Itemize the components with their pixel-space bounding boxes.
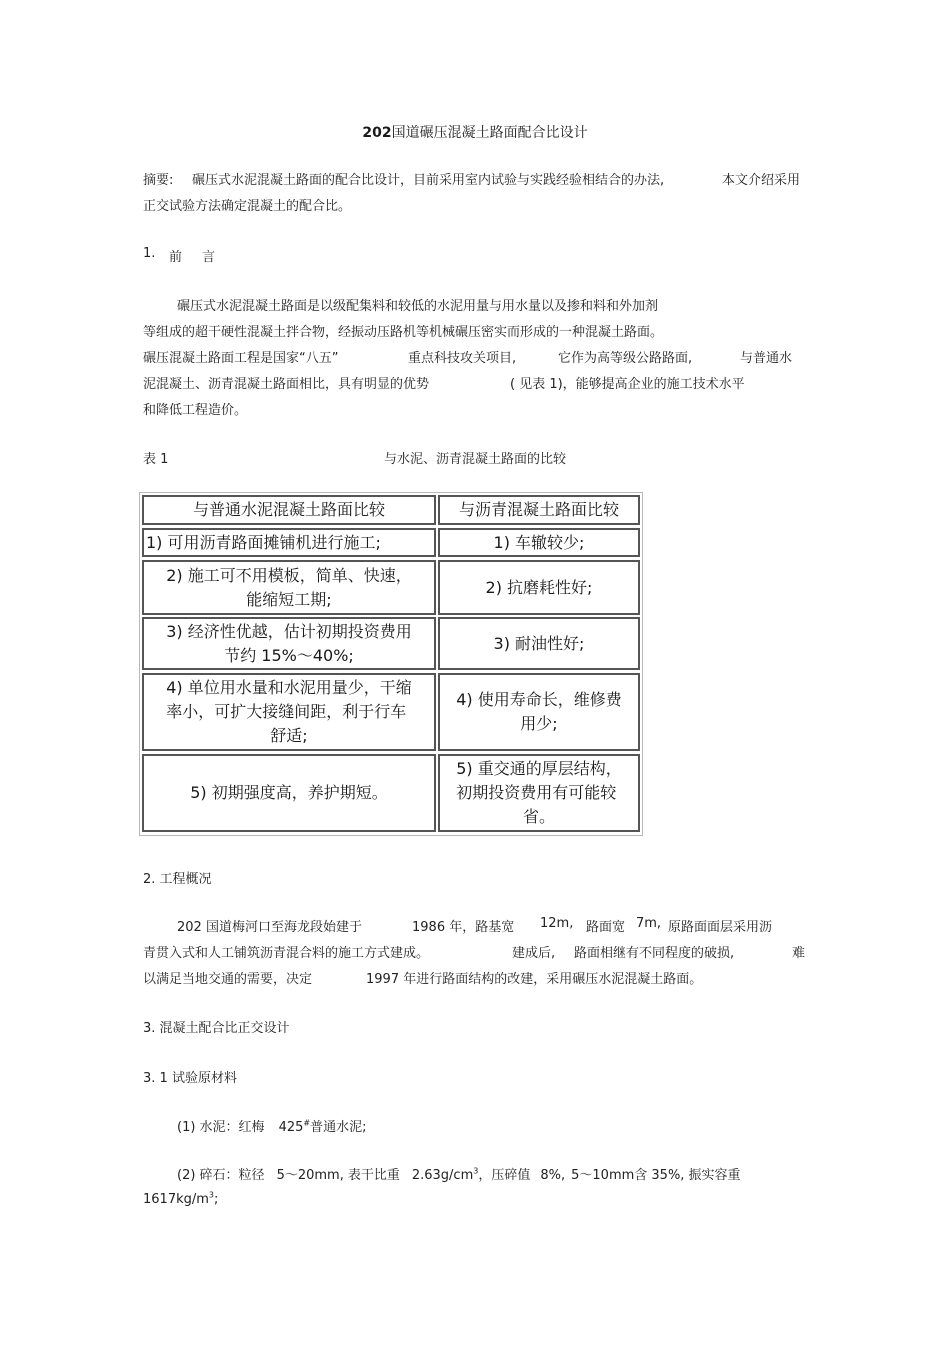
section1-heading-b: 言 [202, 250, 216, 265]
table-label: 表 1 [143, 452, 169, 467]
material-stone-line2: $1617kg/m^3$; [143, 1190, 219, 1207]
overview-line-3a: 以满足当地交通的需要，决定 [143, 972, 313, 987]
overview-line-1d: 路面宽 [586, 920, 626, 935]
table-header-right: 与沥青混凝土路面比较 [438, 495, 640, 525]
page-title [0, 122, 950, 142]
abstract-line2: 正交试验方法确定混凝土的配合比。 [143, 199, 352, 214]
section1-number: 1. [143, 246, 156, 261]
intro-line-3c: 它作为高等级公路路面, [558, 351, 693, 366]
overview-line-3b: 1997 年进行路面结构的改建，采用碾压水泥混凝土路面。 [366, 972, 703, 987]
overview-line-1a: 202 国道梅河口至海龙段始建于 [177, 920, 362, 935]
intro-line-3a: 碾压混凝土路面工程是国家“八五” [143, 351, 339, 366]
section3-1-heading: 3. 1 试验原材料 [143, 1071, 237, 1086]
table-header-left: 与普通水泥混凝土路面比较 [142, 495, 436, 525]
table-row-2-right: 2) 抗磨耗性好; [438, 560, 640, 615]
section2-heading: 2. 工程概况 [143, 872, 212, 887]
table-row-2-left: 2) 施工可不用模板，简单、快速， 能缩短工期; [142, 560, 436, 615]
overview-line-1b: 1986 年，路基宽 [412, 920, 515, 935]
material-cement: (1) 水泥：红梅 425#普通水泥; [177, 1118, 367, 1135]
title-number: 202 [362, 125, 392, 141]
intro-line-1: 碾压式水泥混凝土路面是以级配集料和较低的水泥用量与用水量以及掺和料和外加剂 [177, 299, 659, 314]
overview-line-2b: 建成后, [512, 946, 556, 961]
intro-line-4a: 泥混凝土、沥青混凝土路面相比，具有明显的优势 [143, 377, 430, 392]
table-row-1-right: 1) 车辙较少; [438, 528, 640, 557]
table-row-1-left: 1) 可用沥青路面摊铺机进行施工; [142, 528, 436, 557]
intro-line-3d: 与普通水 [740, 351, 793, 366]
table-row-3-left: 3) 经济性优越，估计初期投资费用 节约 15%～40%; [142, 617, 436, 670]
table-row-4-right: 4) 使用寿命长，维修费 用少; [438, 673, 640, 751]
section1-heading-a: 前 [169, 250, 183, 265]
table-caption: 与水泥、沥青混凝土路面的比较 [384, 452, 567, 467]
intro-line-4b: ( 见表 1)，能够提高企业的施工技术水平 [510, 377, 745, 392]
table-row-4-left: 4) 单位用水量和水泥用量少，干缩 率小，可扩大接缝间距，利于行车 舒适; [142, 673, 436, 751]
abstract-label: 摘要: [143, 173, 174, 188]
table-row-5-right: 5) 重交通的厚层结构， 初期投资费用有可能较 省。 [438, 754, 640, 832]
overview-line-1e: 7m, [636, 916, 662, 931]
table-row-5-left: 5) 初期强度高，养护期短。 [142, 754, 436, 832]
material-stone: (2) 碎石：粒径 5～20mm, 表干比重 $2.63g/cm^3$，压碎值 8%, 5～10mm含 35%, 振实容重 [177, 1166, 741, 1183]
abstract-text-part1: 碾压式水泥混凝土路面的配合比设计，目前采用室内试验与实践经验相结合的办法, [192, 173, 665, 188]
table-row-3-right: 3) 耐油性好; [438, 617, 640, 670]
overview-line-1c: 12m, [540, 916, 574, 931]
intro-line-3b: 重点科技攻关项目, [408, 351, 517, 366]
abstract-text-part2: 本文介绍采用 [722, 173, 801, 188]
intro-line-2: 等组成的超干硬性混凝土拌合物，经振动压路机等机械碾压密实而形成的一种混凝土路面。 [143, 325, 664, 340]
comparison-table [139, 492, 643, 836]
intro-line-5: 和降低工程造价。 [143, 403, 248, 418]
overview-line-1f: 原路面面层采用沥 [668, 920, 773, 935]
section3-heading: 3. 混凝土配合比正交设计 [143, 1021, 290, 1036]
overview-line-2a: 青贯入式和人工铺筑沥青混合料的施工方式建成。 [143, 946, 430, 961]
overview-line-2c: 路面相继有不同程度的破损, [574, 946, 735, 961]
overview-line-2d: 难 [792, 946, 806, 961]
title-text: 国道碾压混凝土路面配合比设计 [391, 125, 588, 141]
